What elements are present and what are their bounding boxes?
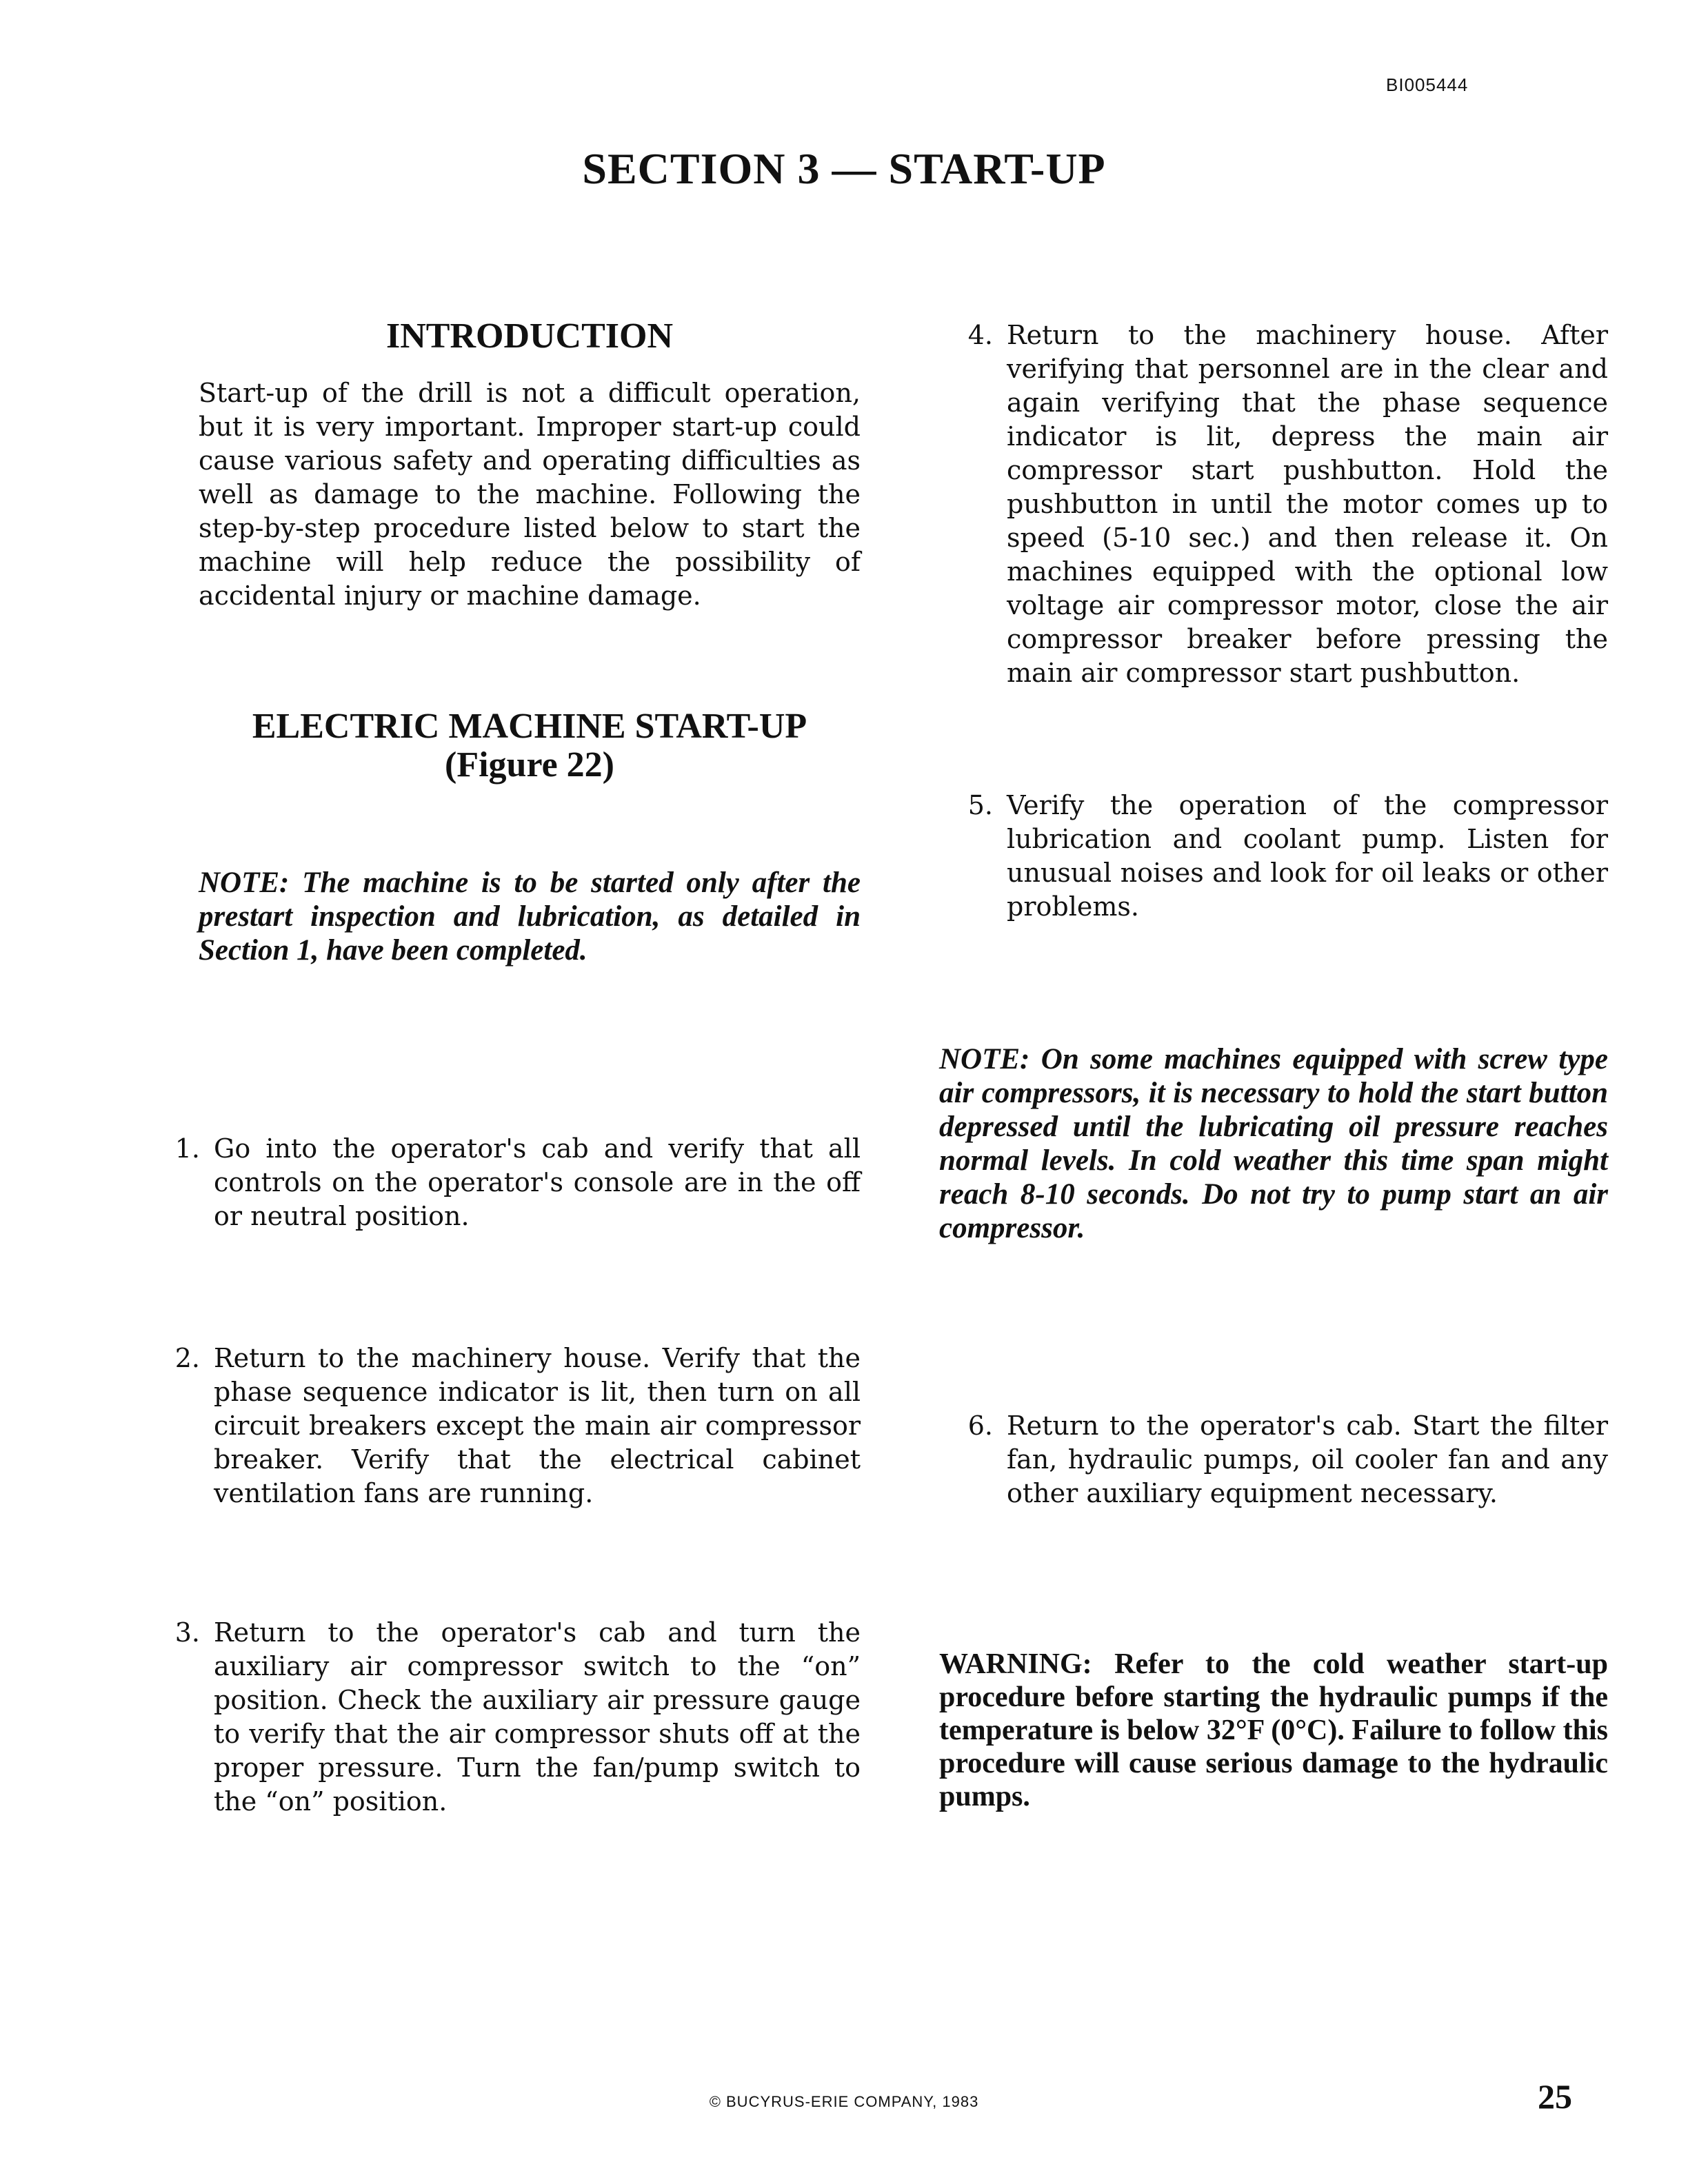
step-2 — [145, 1342, 861, 1510]
step-1 — [145, 1132, 861, 1233]
introduction-heading: INTRODUCTION — [385, 316, 674, 356]
screw-compressor-note: NOTE: On some machines equipped with screw type air compressors, it is necessary to hold the start button depressed until the lubricating oil pressure reaches normal levels. In cold weather this time span might reach 8-10 seconds. Do not try to pump start an air compressor. — [939, 1043, 1608, 1244]
electric-startup-heading-line1: ELECTRIC MACHINE START-UP — [252, 707, 807, 746]
electric-startup-heading — [199, 707, 861, 785]
step-text: Go into the operator's cab and verify that all controls on the operator's console are in the off or neutral position. — [214, 1133, 861, 1231]
document-id: BI005444 — [1386, 74, 1469, 95]
page-number: 25 — [1538, 2077, 1572, 2116]
step-text: Verify the operation of the compressor lubrication and coolant pump. Listen for unusual noises and look for oil leaks or other problems. — [1007, 790, 1608, 922]
step-number: 3. — [174, 1617, 200, 1648]
step-6 — [939, 1409, 1608, 1510]
step-number: 5. — [967, 790, 993, 820]
step-text: Return to the machinery house. After verifying that personnel are in the clear and again verifying that the phase sequence indicator is lit, depress the main air compressor start pushbutton. Hold the pushbutton in until the motor comes up to speed (5-10 sec.) and then release it. On machines equipped with the optional low voltage air compressor motor, close the air compressor breaker before pressing the main air compressor start pushbutton. — [1007, 320, 1608, 688]
prestart-note: NOTE: The machine is to be started only after the prestart inspection and lubrication, as detailed in Section 1, have been completed. — [199, 867, 861, 967]
electric-startup-heading-line2: (Figure 22) — [445, 745, 614, 785]
step-text: Return to the operator's cab and turn the auxiliary air compressor switch to the “on” position. Check the auxiliary air pressure gauge to verify that the air compressor shuts off at the proper pressure. Turn the fan/pump switch to the “on” position. — [214, 1617, 861, 1817]
step-number: 4. — [967, 320, 993, 350]
section-title: SECTION 3 — START-UP — [582, 144, 1106, 193]
step-number: 1. — [174, 1133, 200, 1164]
cold-weather-warning: WARNING: Refer to the cold weather start-up procedure before starting the hydraulic pumps if the temperature is below 32°F (0°C). Failure to follow this procedure will cause serious damage to the hydraulic pumps. — [939, 1648, 1608, 1812]
copyright-notice: © BUCYRUS-ERIE COMPANY, 1983 — [709, 2093, 979, 2110]
step-text: Return to the operator's cab. Start the filter fan, hydraulic pumps, oil cooler fan and any other auxiliary equipment necessary. — [1007, 1410, 1608, 1508]
step-number: 2. — [174, 1343, 200, 1373]
step-number: 6. — [967, 1410, 993, 1441]
step-5 — [939, 789, 1608, 924]
step-3 — [145, 1616, 861, 1819]
step-text: Return to the machinery house. Verify that the phase sequence indicator is lit, then turn on all circuit breakers except the main air compressor breaker. Verify that the electrical cabinet ventilation fans are running. — [214, 1343, 861, 1508]
step-4 — [939, 318, 1608, 690]
introduction-body: Start-up of the drill is not a difficult operation, but it is very important. Improper start-up could cause various safety and operating difficulties as well as damage to the machine. Following the step-by-step procedure listed below to start the machine will help reduce the possibility of accidental injury or machine damage. — [199, 378, 861, 611]
